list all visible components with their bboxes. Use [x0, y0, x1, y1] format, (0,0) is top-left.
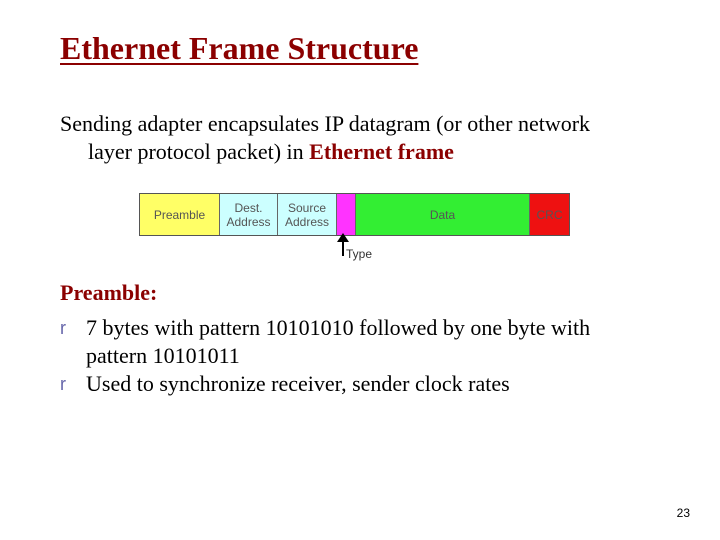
bullet-list — [60, 314, 660, 398]
page-number: 23 — [676, 506, 690, 520]
frame-field-type — [337, 194, 356, 235]
preamble-label: Preamble — [153, 207, 206, 222]
bullet-marker-icon: r — [60, 374, 66, 394]
dest-label-line1: Dest. — [234, 200, 263, 215]
preamble-heading: Preamble: — [60, 280, 158, 305]
bullet-item — [60, 314, 660, 370]
source-label-line1: Source — [287, 200, 327, 215]
frame-field-source-address — [278, 194, 337, 235]
intro-highlight: Ethernet frame — [309, 139, 454, 164]
intro-line-2 — [60, 138, 660, 166]
source-label-line2: Address — [284, 214, 330, 229]
dest-label-line2: Address — [226, 214, 271, 229]
source-label — [285, 201, 329, 229]
ethernet-frame-diagram — [139, 193, 570, 236]
type-label: Type — [346, 247, 373, 261]
frame-field-data — [356, 194, 530, 235]
intro-line-2-text: layer protocol packet) in — [88, 139, 310, 164]
bullet-2-line-1: Used to synchronize receiver, sender clock rates — [86, 371, 510, 396]
data-label: Data — [429, 207, 456, 222]
frame-field-preamble — [140, 194, 220, 235]
intro-line-1: Sending adapter encapsulates IP datagram (or other network — [60, 111, 591, 136]
intro-paragraph — [60, 110, 660, 166]
bullet-1-line-2: pattern 10101011 — [86, 343, 240, 368]
crc-label: CRC — [536, 207, 563, 222]
frame-field-dest-address — [220, 194, 278, 235]
frame-field-crc — [530, 194, 569, 235]
type-arrow-icon — [342, 236, 344, 256]
bullet-item — [60, 370, 660, 398]
dest-label — [226, 201, 270, 229]
bullet-1-line-1: 7 bytes with pattern 10101010 followed by one byte with — [86, 315, 591, 340]
slide-title: Ethernet Frame Structure — [60, 30, 419, 66]
bullet-marker-icon: r — [60, 318, 66, 338]
